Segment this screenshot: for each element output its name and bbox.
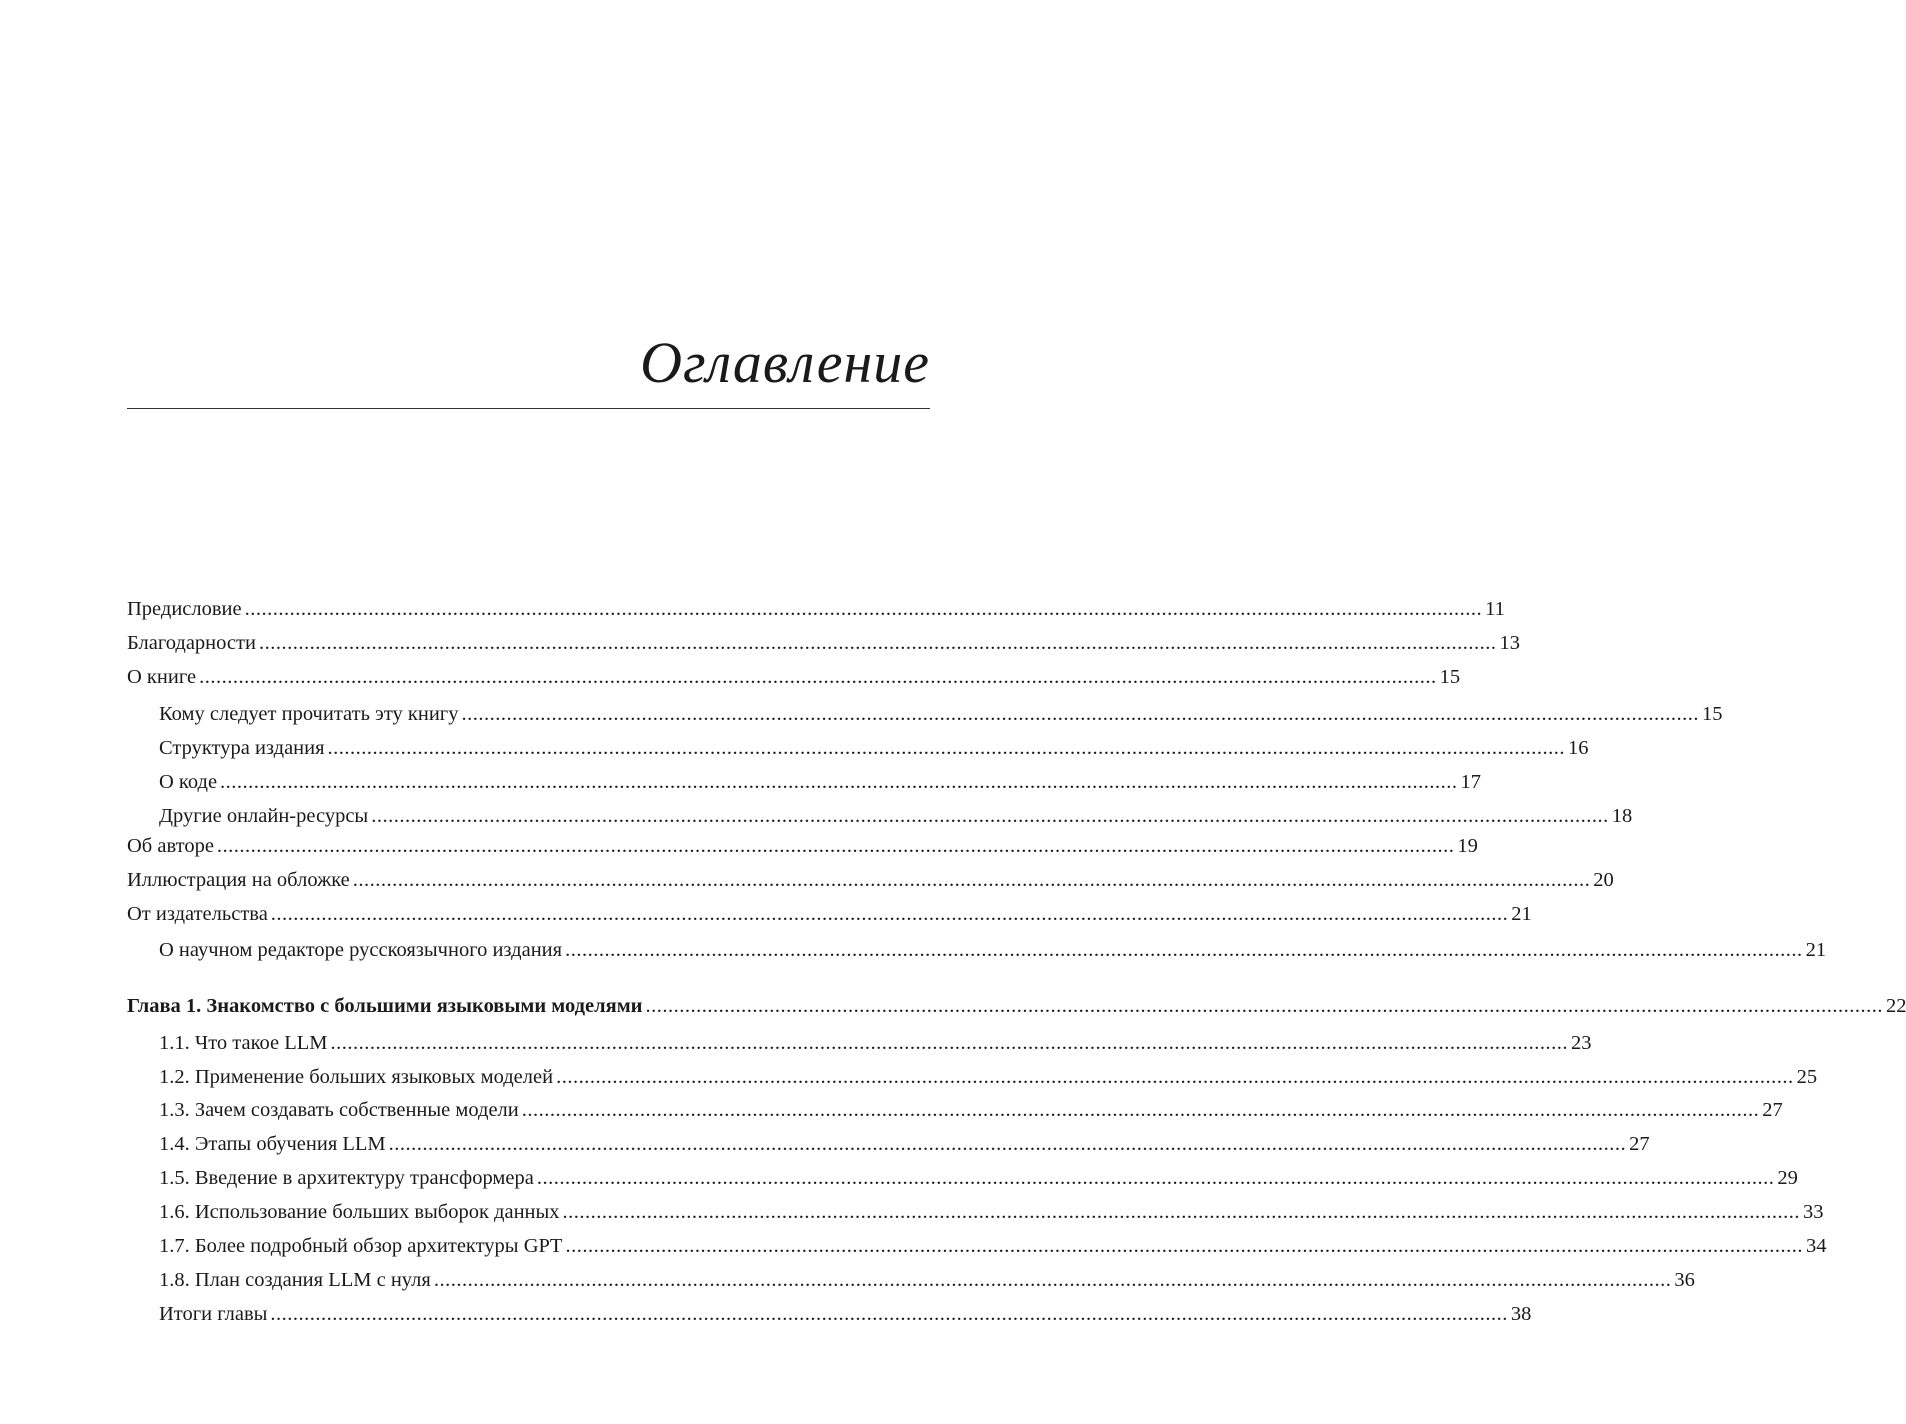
- toc-dot-leader: ............................................................................................................................................................................................................................: [521, 1099, 1760, 1121]
- toc-entry-label: 1.5. Введение в архитектуру трансформера: [159, 1167, 534, 1189]
- toc-dot-leader: ............................................................................................................................................................................................................................: [270, 903, 1509, 925]
- toc-page-number: 15: [1701, 703, 1723, 725]
- toc-page-number: 13: [1499, 632, 1520, 654]
- toc-page-number: 15: [1439, 666, 1461, 688]
- toc-page-number: 36: [1674, 1269, 1695, 1291]
- toc-page-number: 27: [1629, 1133, 1650, 1155]
- toc-dot-leader: ............................................................................................................................................................................................................................: [352, 869, 1591, 891]
- toc-subentry[interactable]: [159, 1161, 1798, 1195]
- toc-entry-label: Структура издания: [159, 737, 325, 759]
- title-rule: [127, 408, 930, 409]
- toc-dot-leader: ............................................................................................................................................................................................................................: [461, 703, 1699, 725]
- toc-entry-label: Об авторе: [127, 835, 214, 857]
- toc-entry[interactable]: [127, 626, 1520, 660]
- toc-subentry[interactable]: [159, 933, 1827, 967]
- page-title: Оглавление: [640, 330, 930, 395]
- toc-page-number: 11: [1485, 598, 1505, 620]
- toc-page-number: 29: [1777, 1167, 1798, 1189]
- toc-page-number: 27: [1762, 1099, 1783, 1121]
- toc-entry-label: 1.8. План создания LLM с нуля: [159, 1269, 431, 1291]
- toc-page-number: 34: [1805, 1235, 1827, 1257]
- toc-entry-label: От издательства: [127, 903, 268, 925]
- toc-subentry[interactable]: [159, 1195, 1824, 1229]
- toc-entry-label: О книге: [127, 666, 197, 688]
- toc-dot-leader: ............................................................................................................................................................................................................................: [258, 632, 1497, 654]
- toc-dot-leader: ............................................................................................................................................................................................................................: [562, 1201, 1801, 1223]
- toc-subentry[interactable]: [159, 1229, 1827, 1263]
- toc-dot-leader: ............................................................................................................................................................................................................................: [199, 666, 1437, 688]
- toc-subentry[interactable]: [159, 1297, 1532, 1331]
- toc-subentry[interactable]: [159, 697, 1723, 731]
- toc-entry-label: Другие онлайн-ресурсы: [159, 805, 369, 827]
- toc-entry-label: Благодарности: [127, 632, 256, 654]
- toc-dot-leader: ............................................................................................................................................................................................................................: [270, 1303, 1508, 1325]
- toc-entry[interactable]: [127, 592, 1505, 626]
- toc-entry-label: Иллюстрация на обложке: [127, 869, 350, 891]
- toc-entry-label: Предисловие: [127, 598, 242, 620]
- toc-dot-leader: ............................................................................................................................................................................................................................: [565, 939, 1803, 961]
- toc-dot-leader: ............................................................................................................................................................................................................................: [388, 1133, 1627, 1155]
- toc-page-number: 16: [1568, 737, 1589, 759]
- toc-entry-label: 1.2. Применение больших языковых моделей: [159, 1066, 554, 1088]
- toc-entry-label: 1.4. Этапы обучения LLM: [159, 1133, 386, 1155]
- toc-subentry[interactable]: [159, 1093, 1783, 1127]
- toc-entry-label: 1.7. Более подробный обзор архитектуры GPT: [159, 1235, 563, 1257]
- toc-entry-label: Итоги главы: [159, 1303, 268, 1325]
- toc-entry-label: Глава 1. Знакомство с большими языковыми моделями: [127, 995, 643, 1017]
- toc-entry[interactable]: [127, 863, 1614, 897]
- toc-entry[interactable]: [127, 660, 1461, 694]
- toc-dot-leader: ............................................................................................................................................................................................................................: [556, 1066, 1794, 1088]
- toc-entry-label: 1.1. Что такое LLM: [159, 1032, 328, 1054]
- toc-page-number: 21: [1805, 939, 1827, 961]
- toc-subentry[interactable]: [159, 1026, 1592, 1060]
- toc-entry-label: Кому следует прочитать эту книгу: [159, 703, 459, 725]
- toc-subentry[interactable]: [159, 1127, 1650, 1161]
- toc-dot-leader: ............................................................................................................................................................................................................................: [371, 805, 1609, 827]
- toc-dot-leader: ............................................................................................................................................................................................................................: [220, 771, 1458, 793]
- toc-entry-label: 1.3. Зачем создавать собственные модели: [159, 1099, 519, 1121]
- toc-page-number: 19: [1457, 835, 1478, 857]
- toc-chapter-entry[interactable]: [127, 989, 1906, 1023]
- toc-page-number: 17: [1460, 771, 1482, 793]
- toc-entry[interactable]: [127, 829, 1478, 863]
- toc-entry-label: 1.6. Использование больших выборок данных: [159, 1201, 560, 1223]
- toc-subentry[interactable]: [159, 1263, 1695, 1297]
- toc-page-number: 33: [1803, 1201, 1824, 1223]
- toc-entry-label: О коде: [159, 771, 218, 793]
- toc-entry[interactable]: [127, 897, 1532, 931]
- toc-dot-leader: ............................................................................................................................................................................................................................: [216, 835, 1455, 857]
- toc-page-number: 23: [1570, 1032, 1592, 1054]
- toc-dot-leader: ............................................................................................................................................................................................................................: [565, 1235, 1803, 1257]
- toc-dot-leader: ............................................................................................................................................................................................................................: [244, 598, 1483, 620]
- toc-page-number: 25: [1796, 1066, 1818, 1088]
- toc-page-number: 38: [1510, 1303, 1532, 1325]
- toc-dot-leader: ............................................................................................................................................................................................................................: [645, 995, 1883, 1017]
- toc-dot-leader: ............................................................................................................................................................................................................................: [433, 1269, 1672, 1291]
- toc-dot-leader: ............................................................................................................................................................................................................................: [327, 737, 1566, 759]
- toc-entry-label: О научном редакторе русскоязычного издания: [159, 939, 563, 961]
- toc-subentry[interactable]: [159, 731, 1589, 765]
- toc-dot-leader: ............................................................................................................................................................................................................................: [330, 1032, 1568, 1054]
- toc-subentry[interactable]: [159, 799, 1633, 833]
- toc-page-number: 18: [1611, 805, 1633, 827]
- toc-dot-leader: ............................................................................................................................................................................................................................: [536, 1167, 1775, 1189]
- toc-page-number: 20: [1593, 869, 1614, 891]
- toc-subentry[interactable]: [159, 765, 1482, 799]
- toc-page-number: 21: [1511, 903, 1532, 925]
- toc-subentry[interactable]: [159, 1060, 1818, 1094]
- toc-page-number: 22: [1885, 995, 1906, 1017]
